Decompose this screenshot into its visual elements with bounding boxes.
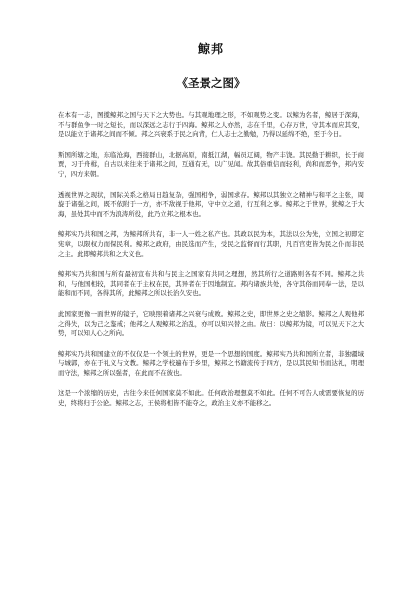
- paragraph-5: 鲸邦实乃共和国与所有最初宣布共和与民主之国家有共同之理想，然其所行之道路则各有不同。鲸邦之共和，与他国相较，其同者在于主权在民，其异者在于因地制宜。邦内诸族共处，各守其俗而同奉一法，是以能和而不同，各得其所，此鲸邦之所以长治久安也。: [58, 270, 364, 298]
- paragraph-1: 在本有一志，图揽鲸邦之国与天下之大势也。与其观地理之形，不如观势之变。以鲸为名者，鲸居于深海，不与群鱼争一时之短长，而以深远之志行于四海。鲸邦之人亦然，志在千里，心存万世，守其本而应其变，是以能立于诸邦之间而不倾。邦之兴衰系于民之向背，仁人志士之勤勉，乃得以延绵不绝，至于今日。: [58, 111, 364, 139]
- paragraph-8: 这是一个浓缩的历史，古往今来任何国家莫不如此。任何政治理想莫不如此。任何不可告人或需要恢复的历史，终将归于公论。鲸邦之志，王侯将相皆不能夺之，政治主义亦不能移之。: [58, 389, 364, 408]
- paragraph-6: 此国家更像一面世界的镜子，它映照着诸邦之兴衰与成败。鲸邦之史，即世界之史之缩影。鲸邦之人观他邦之得失，以为己之鉴戒；他邦之人观鲸邦之治乱，亦可以知兴替之由。故曰：以鲸邦为镜，可以见天下之大势，可以知人心之所向。: [58, 309, 364, 338]
- paragraph-3: 透视世界之现状，国际关系之格局日趋复杂，强国相争，弱国求存。鲸邦以其独立之精神与和平之主张，周旋于诸强之间，既不依附于一方，亦不敌视于他邦，守中立之道，行互利之事。鲸邦之于世界，犹鲸之于大海，虽处其中而不为浪涛所役，此乃立邦之根本也。: [58, 190, 364, 218]
- document-subtitle: 《圣景之图》: [176, 76, 246, 90]
- paragraph-2: 斯国所辖之地，东临沧海，西接群山，北据高原，南抵江湖，幅员辽阔，物产丰饶。其民勤于耕织，长于商贾，习于舟楫，自古以来往来于诸邦之间，互通有无，以广见闻。故其俗重信而轻利，尚和而恶争，邦内安宁，四方来朝。: [58, 150, 364, 178]
- paragraph-7: 鲸邦实乃共和国建立的不仅仅是一个领土的世界，更是一个思想的国度。鲸邦实乃共和国所立者，非独疆域与城郭，亦在于礼义与文教。鲸邦之学校遍布于乡里，鲸邦之书籍流传于四方，是以其民知书而达礼，明理而守法，鲸邦之所以强者，在此而不在彼也。: [58, 349, 364, 377]
- document-title: 鲸邦: [197, 42, 224, 56]
- paragraph-4: 鲸邦实乃共和国之邦，为鲸邦所共有，非一人一姓之私产也。其政以民为本，其法以公为先，立国之初即定宪章，以限权力而保民利。鲸邦之政府，由民选而产生，受民之监督而行其职，凡百官吏皆为民之仆而非民之主。此即鲸邦共和之大义也。: [58, 230, 364, 258]
